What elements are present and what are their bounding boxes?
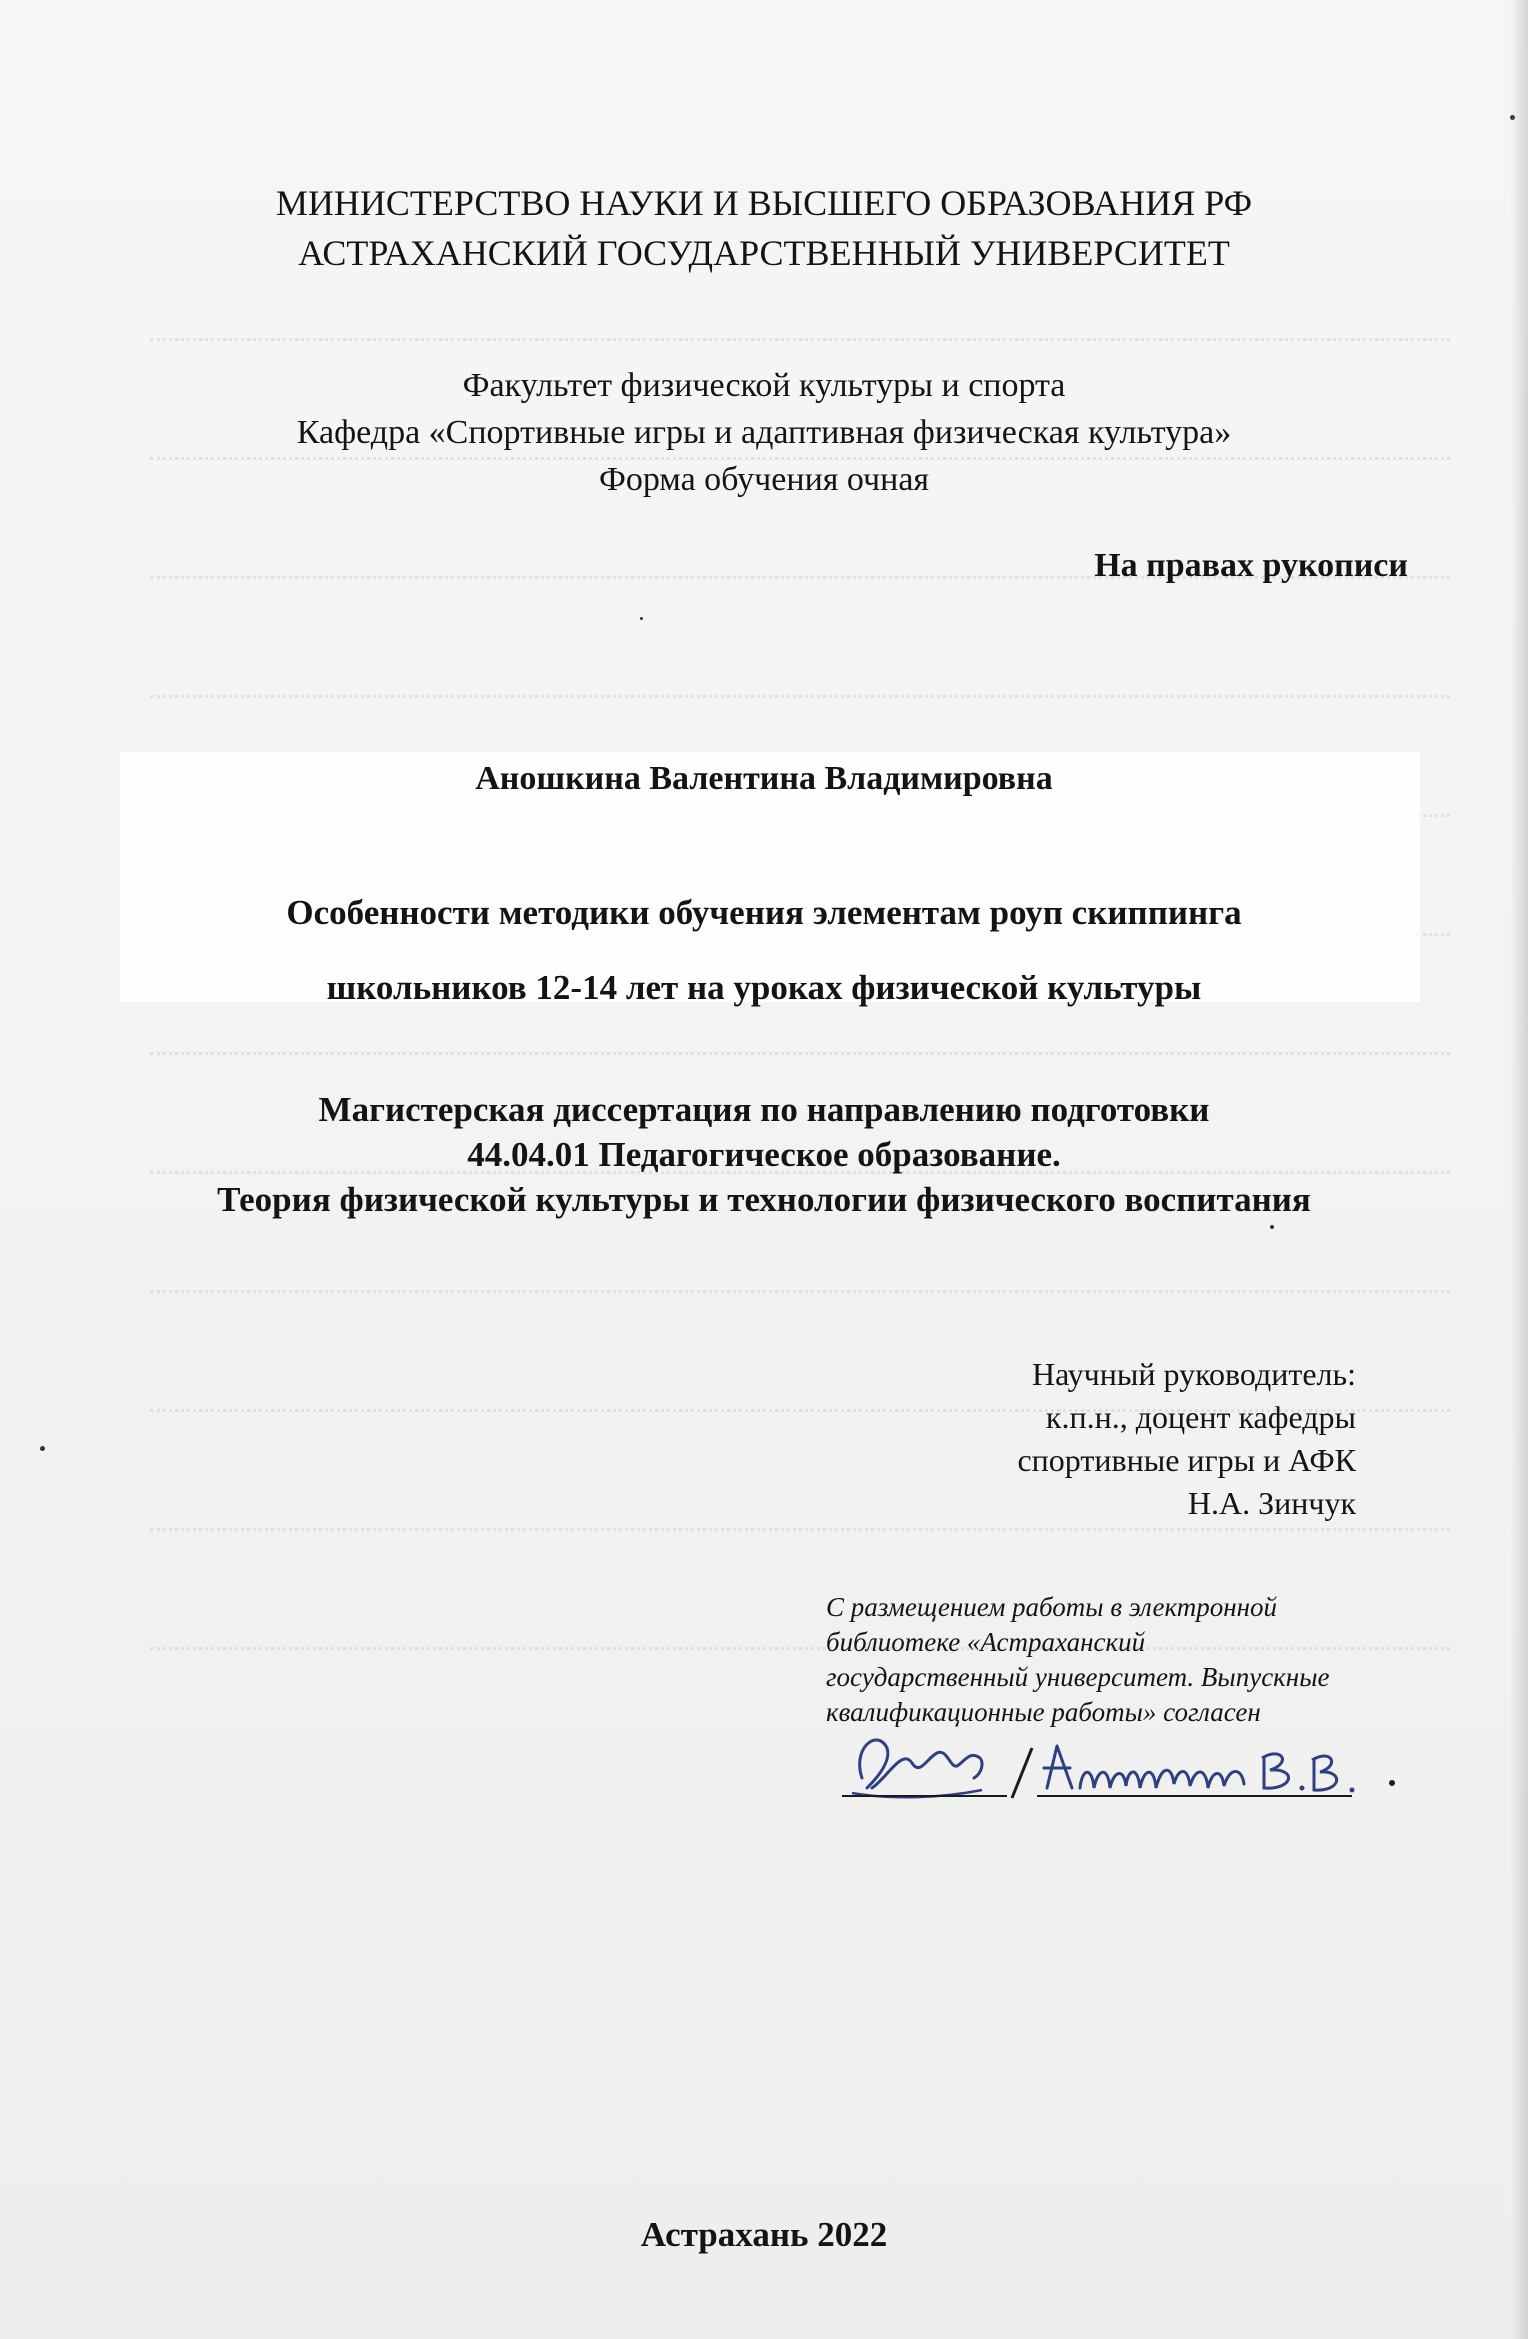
author-name: Аношкина Валентина Владимировна: [475, 760, 1053, 797]
page-edge-shadow: [1510, 0, 1528, 2339]
library-consent: [826, 1590, 1406, 1730]
supervisor-name: Н.А. Зинчук: [1187, 1485, 1356, 1521]
university-name: АСТРАХАНСКИЙ ГОСУДАРСТВЕННЫЙ УНИВЕРСИТЕТ: [298, 233, 1230, 273]
consent-line-1: С размещением работы в электронной: [826, 1592, 1278, 1622]
thesis-description: [0, 1087, 1528, 1222]
consent-line-3: государственный университет. Выпускные: [826, 1662, 1330, 1692]
supervisor-label: Научный руководитель:: [1031, 1356, 1356, 1392]
supervisor-degree: к.п.н., доцент кафедры: [1045, 1399, 1356, 1435]
study-form: Форма обучения очная: [598, 461, 930, 498]
thesis-profile: Теория физической культуры и технологии физического воспитания: [217, 1180, 1311, 1219]
scan-speck: [40, 1446, 45, 1451]
scan-speck: [640, 617, 643, 620]
institution-header: [0, 178, 1528, 278]
ministry-name: МИНИСТЕРСТВО НАУКИ И ВЫСШЕГО ОБРАЗОВАНИЯ РФ: [275, 183, 1253, 223]
rights-note: На правах рукописи: [1094, 547, 1408, 584]
city-year: Астрахань 2022: [640, 2215, 888, 2254]
thesis-type: Магистерская диссертация по направлению подготовки: [318, 1090, 1210, 1129]
thesis-direction-code: 44.04.01 Педагогическое образование.: [467, 1135, 1061, 1174]
handwritten-signature: [832, 1718, 1412, 1808]
thesis-title: [0, 875, 1528, 1025]
thesis-title-line-1: Особенности методики обучения элементам роуп скиппинга: [286, 893, 1242, 932]
thesis-title-line-2: школьников 12-14 лет на уроках физической культуры: [326, 968, 1202, 1007]
faculty-name: Факультет физической культуры и спорта: [462, 367, 1066, 404]
department-name: Кафедра «Спортивные игры и адаптивная физическая культура»: [296, 414, 1232, 451]
faculty-block: [0, 362, 1528, 503]
supervisor-block: [836, 1353, 1356, 1525]
scan-speck: [1270, 1225, 1274, 1229]
supervisor-department: спортивные игры и АФК: [1017, 1442, 1356, 1478]
consent-line-4: квалификационные работы» согласен: [826, 1697, 1261, 1727]
consent-line-2: библиотеке «Астраханский: [826, 1627, 1146, 1657]
